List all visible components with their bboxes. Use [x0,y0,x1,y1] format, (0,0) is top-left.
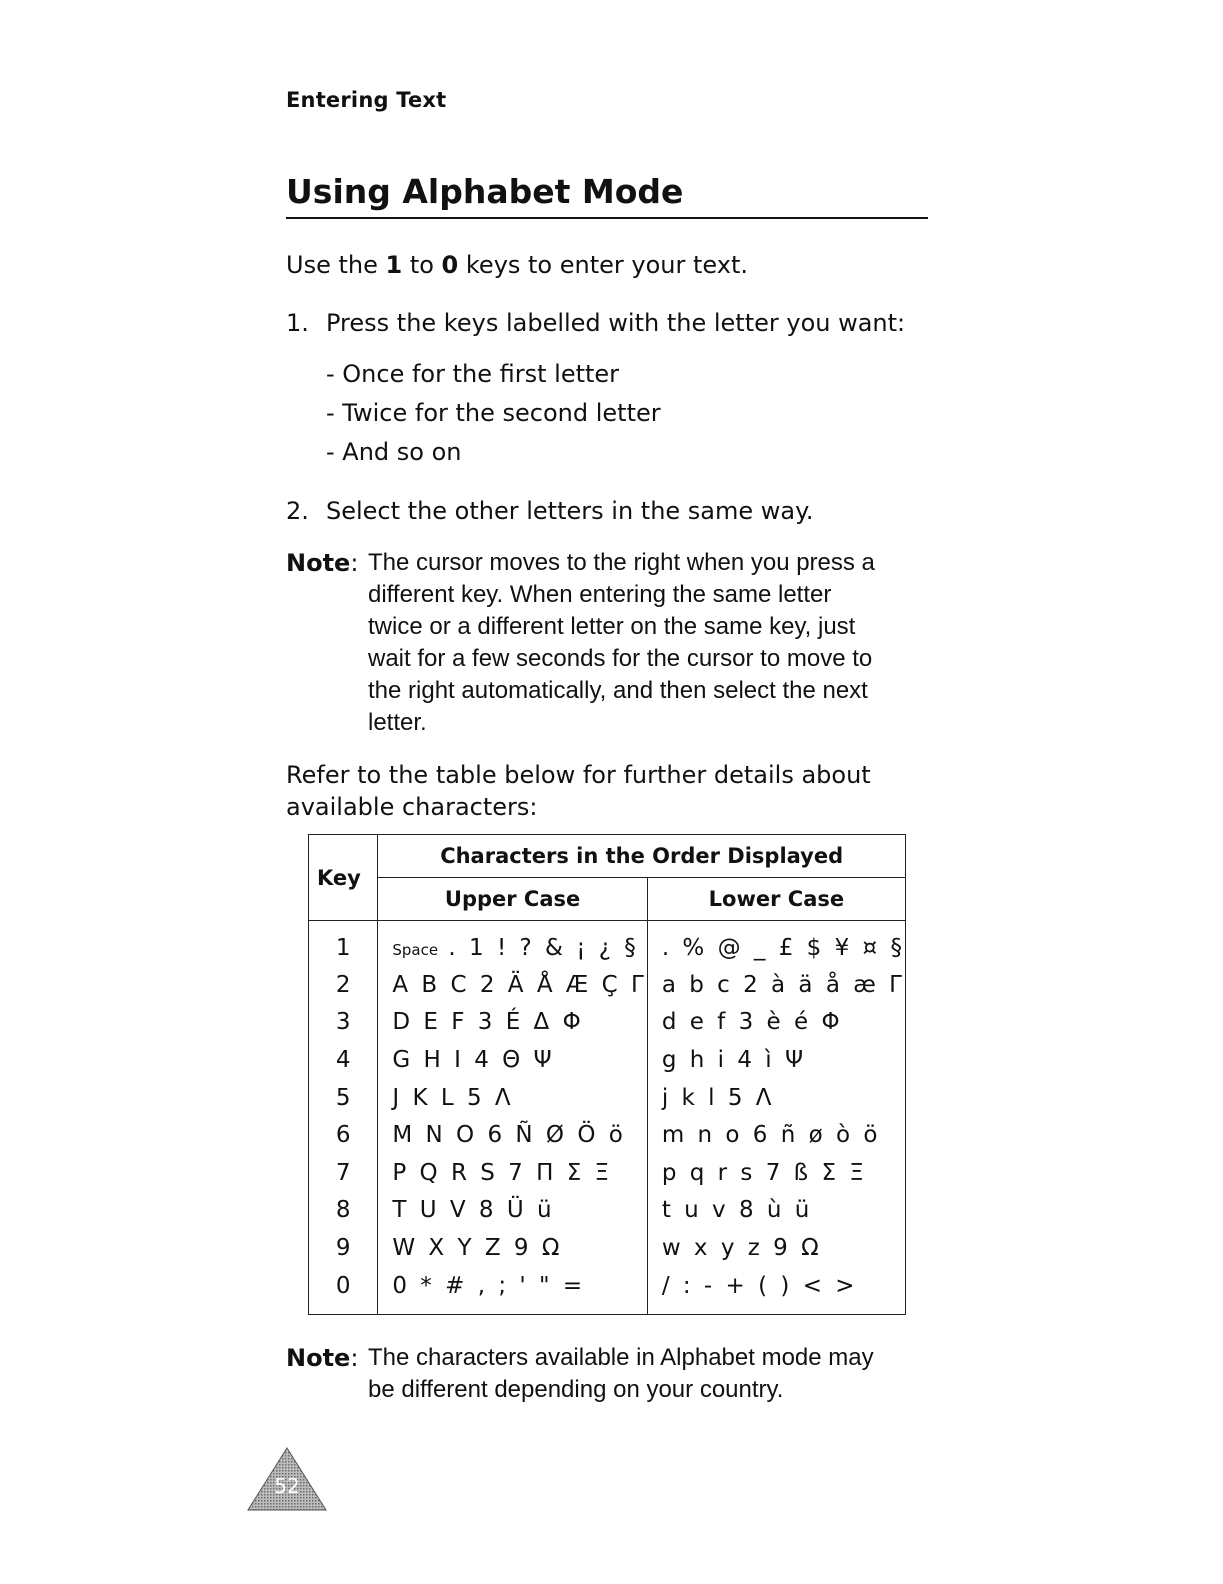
table-row [309,1154,906,1192]
table-row [309,1041,906,1079]
page-number-badge [246,1446,328,1512]
key-cell: 8 [309,1192,378,1230]
note-line: letter. [368,709,427,736]
note-line: The cursor moves to the right when you press a [368,549,875,576]
key-cell: 7 [309,1154,378,1192]
intro-text: keys to enter your text. [458,251,748,279]
upper-case-cell: 0 * # , ; ' " = [378,1267,647,1315]
lower-case-cell: w x y z 9 Ω [647,1229,905,1267]
substep: - Once for the first letter [326,360,620,388]
triangle-icon [246,1446,328,1512]
note-line: The characters available in Alphabet mode may [368,1344,874,1371]
note-body [368,547,928,739]
table-row [309,1192,906,1230]
table-row [309,1267,906,1315]
lower-case-header: Lower Case [647,878,905,921]
key-column-header: Key [309,835,378,921]
intro-text: to [402,251,442,279]
lower-case-cell: m n o 6 ñ ø ò ö [647,1116,905,1154]
key-cell: 3 [309,1004,378,1042]
key-zero: 0 [441,251,459,279]
upper-case-cell: D E F 3 É Δ Φ [378,1004,647,1042]
key-cell: 4 [309,1041,378,1079]
intro-text: Use the [286,251,386,279]
step-number: 1. [286,309,309,337]
key-cell: 1 [309,921,378,967]
lower-case-cell: . % @ _ £ $ ¥ ¤ § [647,921,905,967]
table-row [309,966,906,1004]
note-line: the right automatically, and then select the next [368,677,868,704]
upper-chars: . 1 ! ? & ¡ ¿ § [438,934,639,961]
note-label: Note [286,549,351,577]
key-cell: 9 [309,1229,378,1267]
substep: - Twice for the second letter [326,399,661,427]
table-row [309,1229,906,1267]
step-text: Select the other letters in the same way. [326,497,814,525]
note-label: Note [286,1344,351,1372]
step-1 [286,308,905,338]
key-cell: 6 [309,1116,378,1154]
lower-case-cell: d e f 3 è é Φ [647,1004,905,1042]
key-cell: 0 [309,1267,378,1315]
table-row [309,1116,906,1154]
intro-paragraph [286,250,748,280]
refer-line-1: Refer to the table below for further details about [286,761,871,789]
table-row [309,921,906,967]
lower-case-cell: j k l 5 Λ [647,1079,905,1117]
upper-case-cell [378,921,647,967]
key-cell: 5 [309,1079,378,1117]
lower-case-cell: a b c 2 à ä å æ Γ [647,966,905,1004]
note-colon: : [350,1344,359,1372]
table-row [309,1004,906,1042]
note-line: be different depending on your country. [368,1376,784,1403]
lower-case-cell: p q r s 7 ß Σ Ξ [647,1154,905,1192]
note-line: different key. When entering the same letter [368,581,832,608]
upper-case-cell: J K L 5 Λ [378,1079,647,1117]
upper-case-cell: G H I 4 Θ Ψ [378,1041,647,1079]
character-table [308,834,906,1315]
table-row [309,1079,906,1117]
page-number: 52 [274,1474,300,1498]
lower-case-cell: t u v 8 ù ü [647,1192,905,1230]
upper-case-cell: P Q R S 7 Π Σ Ξ [378,1154,647,1192]
note-line: wait for a few seconds for the cursor to move to [368,645,873,672]
key-cell: 2 [309,966,378,1004]
upper-case-cell: T U V 8 Ü ü [378,1192,647,1230]
step-text: Press the keys labelled with the letter you want: [326,309,906,337]
upper-case-header: Upper Case [378,878,647,921]
step-number: 2. [286,497,309,525]
section-label: Entering Text [286,88,447,112]
lower-case-cell: g h i 4 ì Ψ [647,1041,905,1079]
note-body [368,1342,928,1406]
upper-case-cell: M N O 6 Ñ Ø Ö ö [378,1116,647,1154]
upper-case-cell: W X Y Z 9 Ω [378,1229,647,1267]
upper-case-cell: A B C 2 Ä Å Æ Ç Γ [378,966,647,1004]
note-line: twice or a different letter on the same key, just [368,613,856,640]
note-country [286,1342,926,1412]
lower-case-cell: / : - + ( ) < > [647,1267,905,1315]
substep: - And so on [326,438,462,466]
refer-line-2: available characters: [286,793,538,821]
key-one: 1 [385,251,403,279]
note-colon: : [350,549,359,577]
note-cursor [286,547,926,747]
page-title: Using Alphabet Mode [286,172,928,219]
step-2 [286,496,814,526]
group-header: Characters in the Order Displayed [378,835,906,878]
space-label: Space [392,940,439,959]
